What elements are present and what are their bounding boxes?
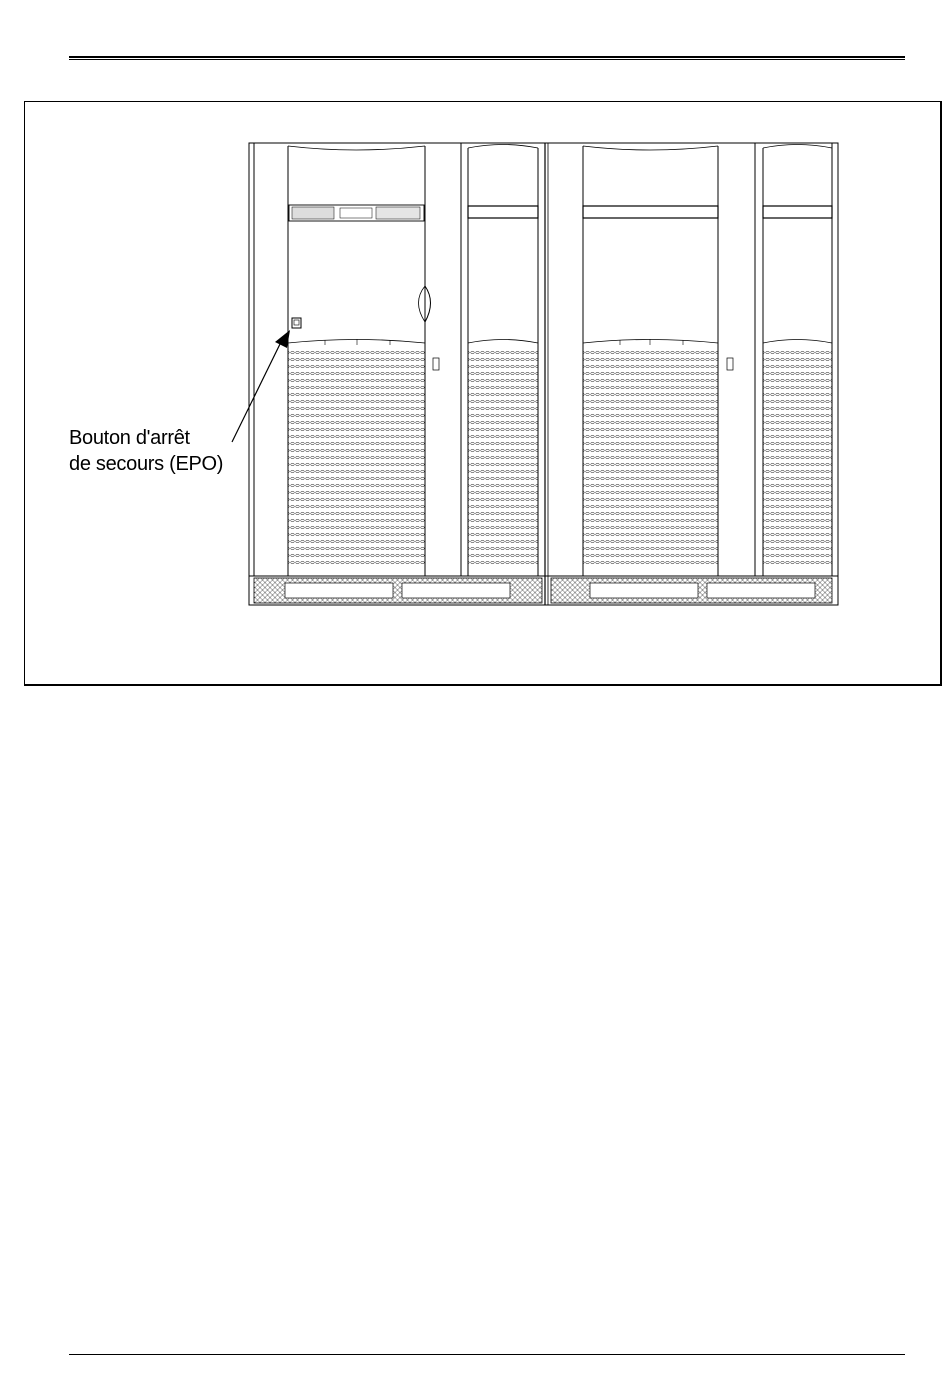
cabinet-section-2-door [433,143,538,576]
epo-callout-label [69,425,223,477]
callout-arrow [232,330,290,442]
epo-button-icon [292,318,301,328]
cabinet-section-4-door [755,143,832,576]
cabinet-section-1-door [288,146,431,576]
cabinet-section-3-door [583,146,733,576]
footer-rule [69,1354,905,1355]
cabinet-plinth [254,578,832,603]
callout-line-1: Bouton d'arrêt [69,427,190,449]
callout-line-2: de secours (EPO) [69,453,224,475]
